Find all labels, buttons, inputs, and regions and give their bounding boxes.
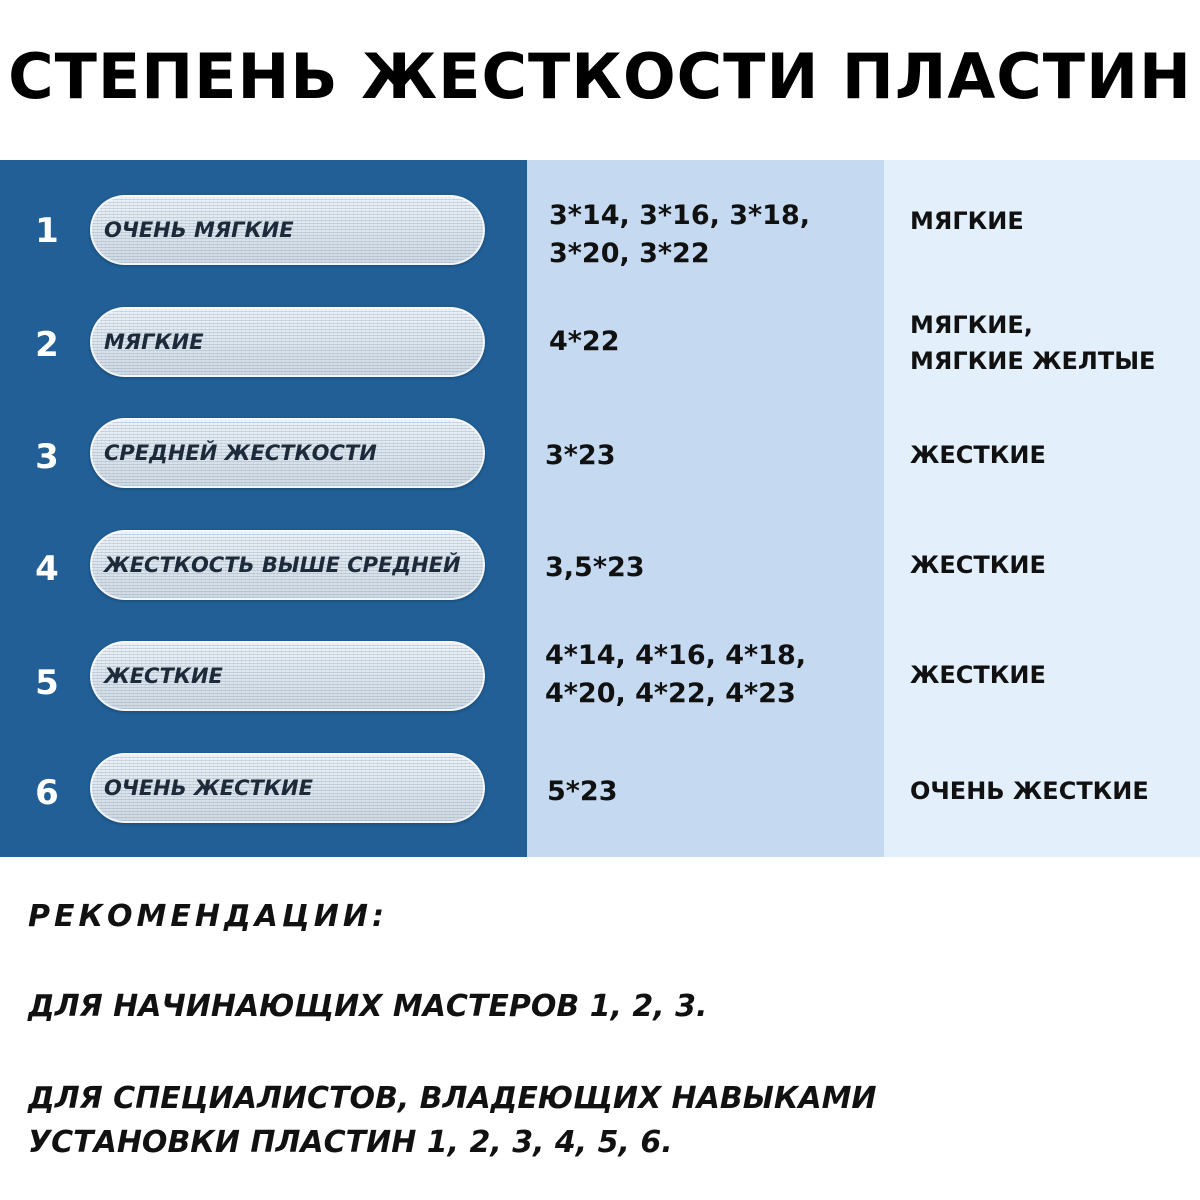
plate-label: ОЧЕНЬ МЯГКИЕ [104, 218, 294, 242]
plate-swatch [90, 530, 485, 600]
type-line: МЯГКИЕ [910, 207, 1024, 235]
row-number: 6 [35, 773, 59, 813]
size-line: 4*14, 4*16, 4*18, [545, 640, 807, 671]
recommendation-beginners: ДЛЯ НАЧИНАЮЩИХ МАСТЕРОВ 1, 2, 3. [28, 989, 708, 1024]
table-row [0, 511, 1200, 623]
table-row [0, 175, 1200, 287]
page-title: СТЕПЕНЬ ЖЕСТКОСТИ ПЛАСТИН [8, 40, 1192, 113]
plate-swatch [90, 753, 485, 823]
plate-type [910, 547, 1195, 583]
plate-label: МЯГКИЕ [104, 330, 204, 354]
size-line: 4*22 [549, 326, 620, 357]
size-line: 3*20, 3*22 [549, 238, 710, 269]
plate-swatch [90, 195, 485, 265]
recommendation-specialists-line1: ДЛЯ СПЕЦИАЛИСТОВ, ВЛАДЕЮЩИХ НАВЫКАМИ [28, 1081, 877, 1116]
row-number: 1 [35, 211, 59, 251]
table-row [0, 735, 1200, 847]
plate-label: ЖЕСТКОСТЬ ВЫШЕ СРЕДНЕЙ [104, 553, 461, 577]
plate-swatch [90, 418, 485, 488]
plate-type [910, 203, 1195, 239]
row-number: 5 [35, 663, 59, 703]
plate-type [910, 657, 1195, 693]
plate-label: ОЧЕНЬ ЖЕСТКИЕ [104, 776, 313, 800]
size-line: 4*20, 4*22, 4*23 [545, 678, 796, 709]
recommendation-specialists-line2: УСТАНОВКИ ПЛАСТИН 1, 2, 3, 4, 5, 6. [28, 1125, 673, 1160]
stiffness-table [0, 160, 1200, 857]
type-line: МЯГКИЕ, [910, 311, 1033, 339]
plate-sizes [549, 197, 869, 273]
row-number: 2 [35, 325, 59, 365]
recommendations-heading: РЕКОМЕНДАЦИИ: [28, 899, 388, 934]
plate-sizes [545, 437, 865, 475]
table-row [0, 399, 1200, 511]
size-line: 3*23 [545, 440, 616, 471]
plate-sizes [547, 773, 867, 811]
plate-swatch [90, 307, 485, 377]
size-line: 3,5*23 [545, 552, 645, 583]
row-number: 4 [35, 549, 59, 589]
table-row [0, 623, 1200, 735]
plate-label: СРЕДНЕЙ ЖЕСТКОСТИ [104, 441, 377, 465]
type-line: МЯГКИЕ ЖЕЛТЫЕ [910, 347, 1156, 375]
size-line: 5*23 [547, 776, 618, 807]
type-line: ОЧЕНЬ ЖЕСТКИЕ [910, 777, 1149, 805]
type-line: ЖЕСТКИЕ [910, 441, 1046, 469]
row-number: 3 [35, 437, 59, 477]
plate-type [910, 773, 1195, 809]
plate-sizes [545, 549, 865, 587]
type-line: ЖЕСТКИЕ [910, 661, 1046, 689]
plate-swatch [90, 641, 485, 711]
size-line: 3*14, 3*16, 3*18, [549, 200, 811, 231]
plate-type [910, 307, 1195, 379]
plate-sizes [549, 323, 869, 361]
plate-sizes [545, 637, 865, 713]
type-line: ЖЕСТКИЕ [910, 551, 1046, 579]
table-row [0, 287, 1200, 399]
plate-label: ЖЕСТКИЕ [104, 664, 223, 688]
plate-type [910, 437, 1195, 473]
